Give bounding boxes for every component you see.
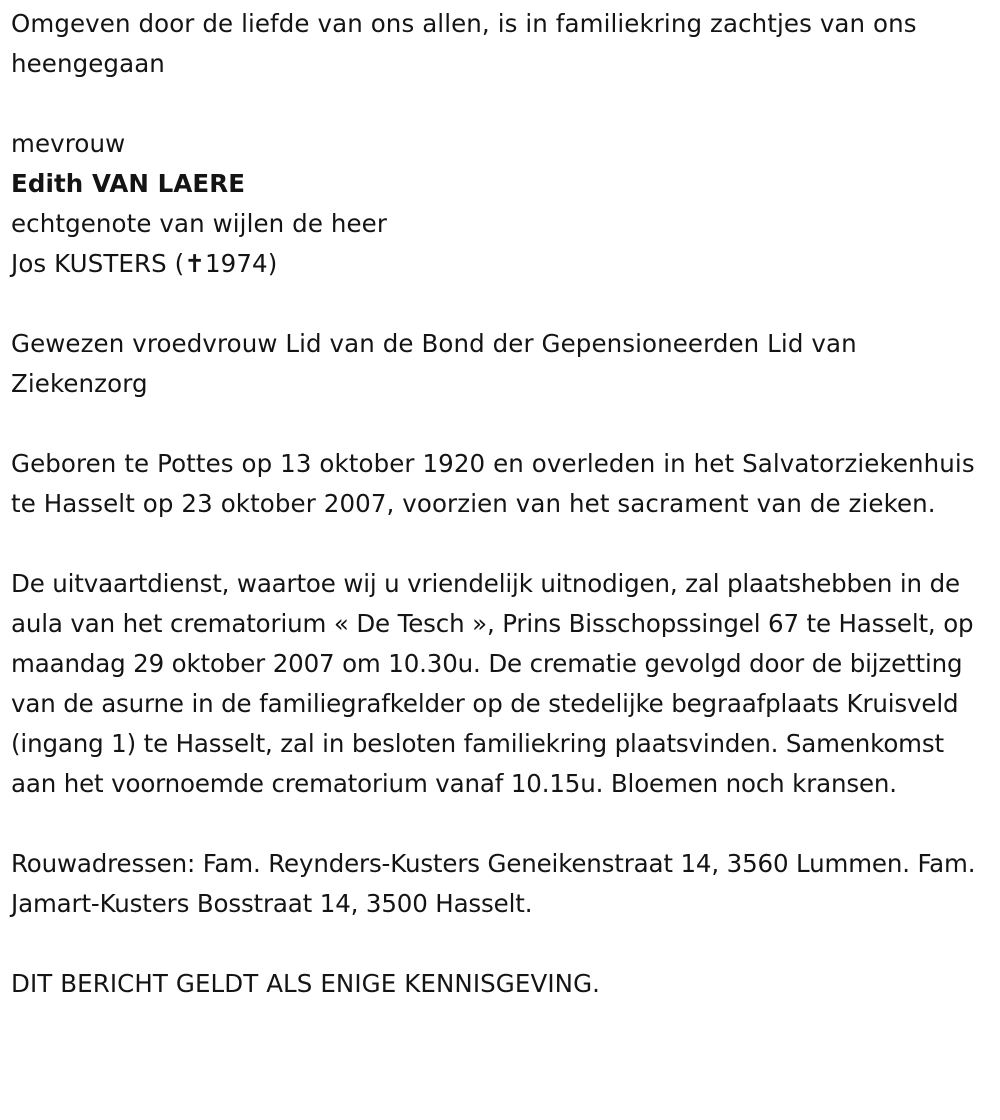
deceased-name: Edith VAN LAERE <box>11 169 246 198</box>
spouse-intro: echtgenote van wijlen de heer <box>11 209 388 238</box>
spacer <box>11 524 993 564</box>
funeral-paragraph: De uitvaartdienst, waartoe wij u vriendelijk uitnodigen, zal plaatshebben in de aula van het crematorium « De Tesch », Prins Bisschopssingel 67 te Hasselt, op maandag 29 oktober 2007 om 10.30u. De crematie gevolgd door de bijzetting van de asurne in de familiegrafkelder op de stedelijke begraafplaats Kruisveld (ingang 1) te Hasselt, zal in besloten familiekring plaatsvinden. Samenkomst aan het voornoemde crematorium vanaf 10.15u. Bloemen noch kransen. <box>11 569 974 798</box>
intro-paragraph: Omgeven door de liefde van ons allen, is in familiekring zachtjes van ons heengegaan <box>11 9 917 78</box>
occupation-paragraph: Gewezen vroedvrouw Lid van de Bond der Gepensioneerden Lid van Ziekenzorg <box>11 329 857 398</box>
mourning-addresses-paragraph: Rouwadressen: Fam. Reynders-Kusters Geneikenstraat 14, 3560 Lummen. Fam. Jamart-Kusters Bosstraat 14, 3500 Hasselt. <box>11 849 976 918</box>
birth-death-paragraph: Geboren te Pottes op 13 oktober 1920 en overleden in het Salvatorziekenhuis te Hasselt op 23 oktober 2007, voorzien van het sacrament van de zieken. <box>11 449 975 518</box>
death-notice <box>11 4 993 1004</box>
spacer <box>11 284 993 324</box>
spacer <box>11 924 993 964</box>
spacer <box>11 84 993 124</box>
spacer <box>11 804 993 844</box>
spouse-name: Jos KUSTERS (✝1974) <box>11 249 278 278</box>
title-word: mevrouw <box>11 129 126 158</box>
closing-line: DIT BERICHT GELDT ALS ENIGE KENNISGEVING. <box>11 969 601 998</box>
spacer <box>11 404 993 444</box>
